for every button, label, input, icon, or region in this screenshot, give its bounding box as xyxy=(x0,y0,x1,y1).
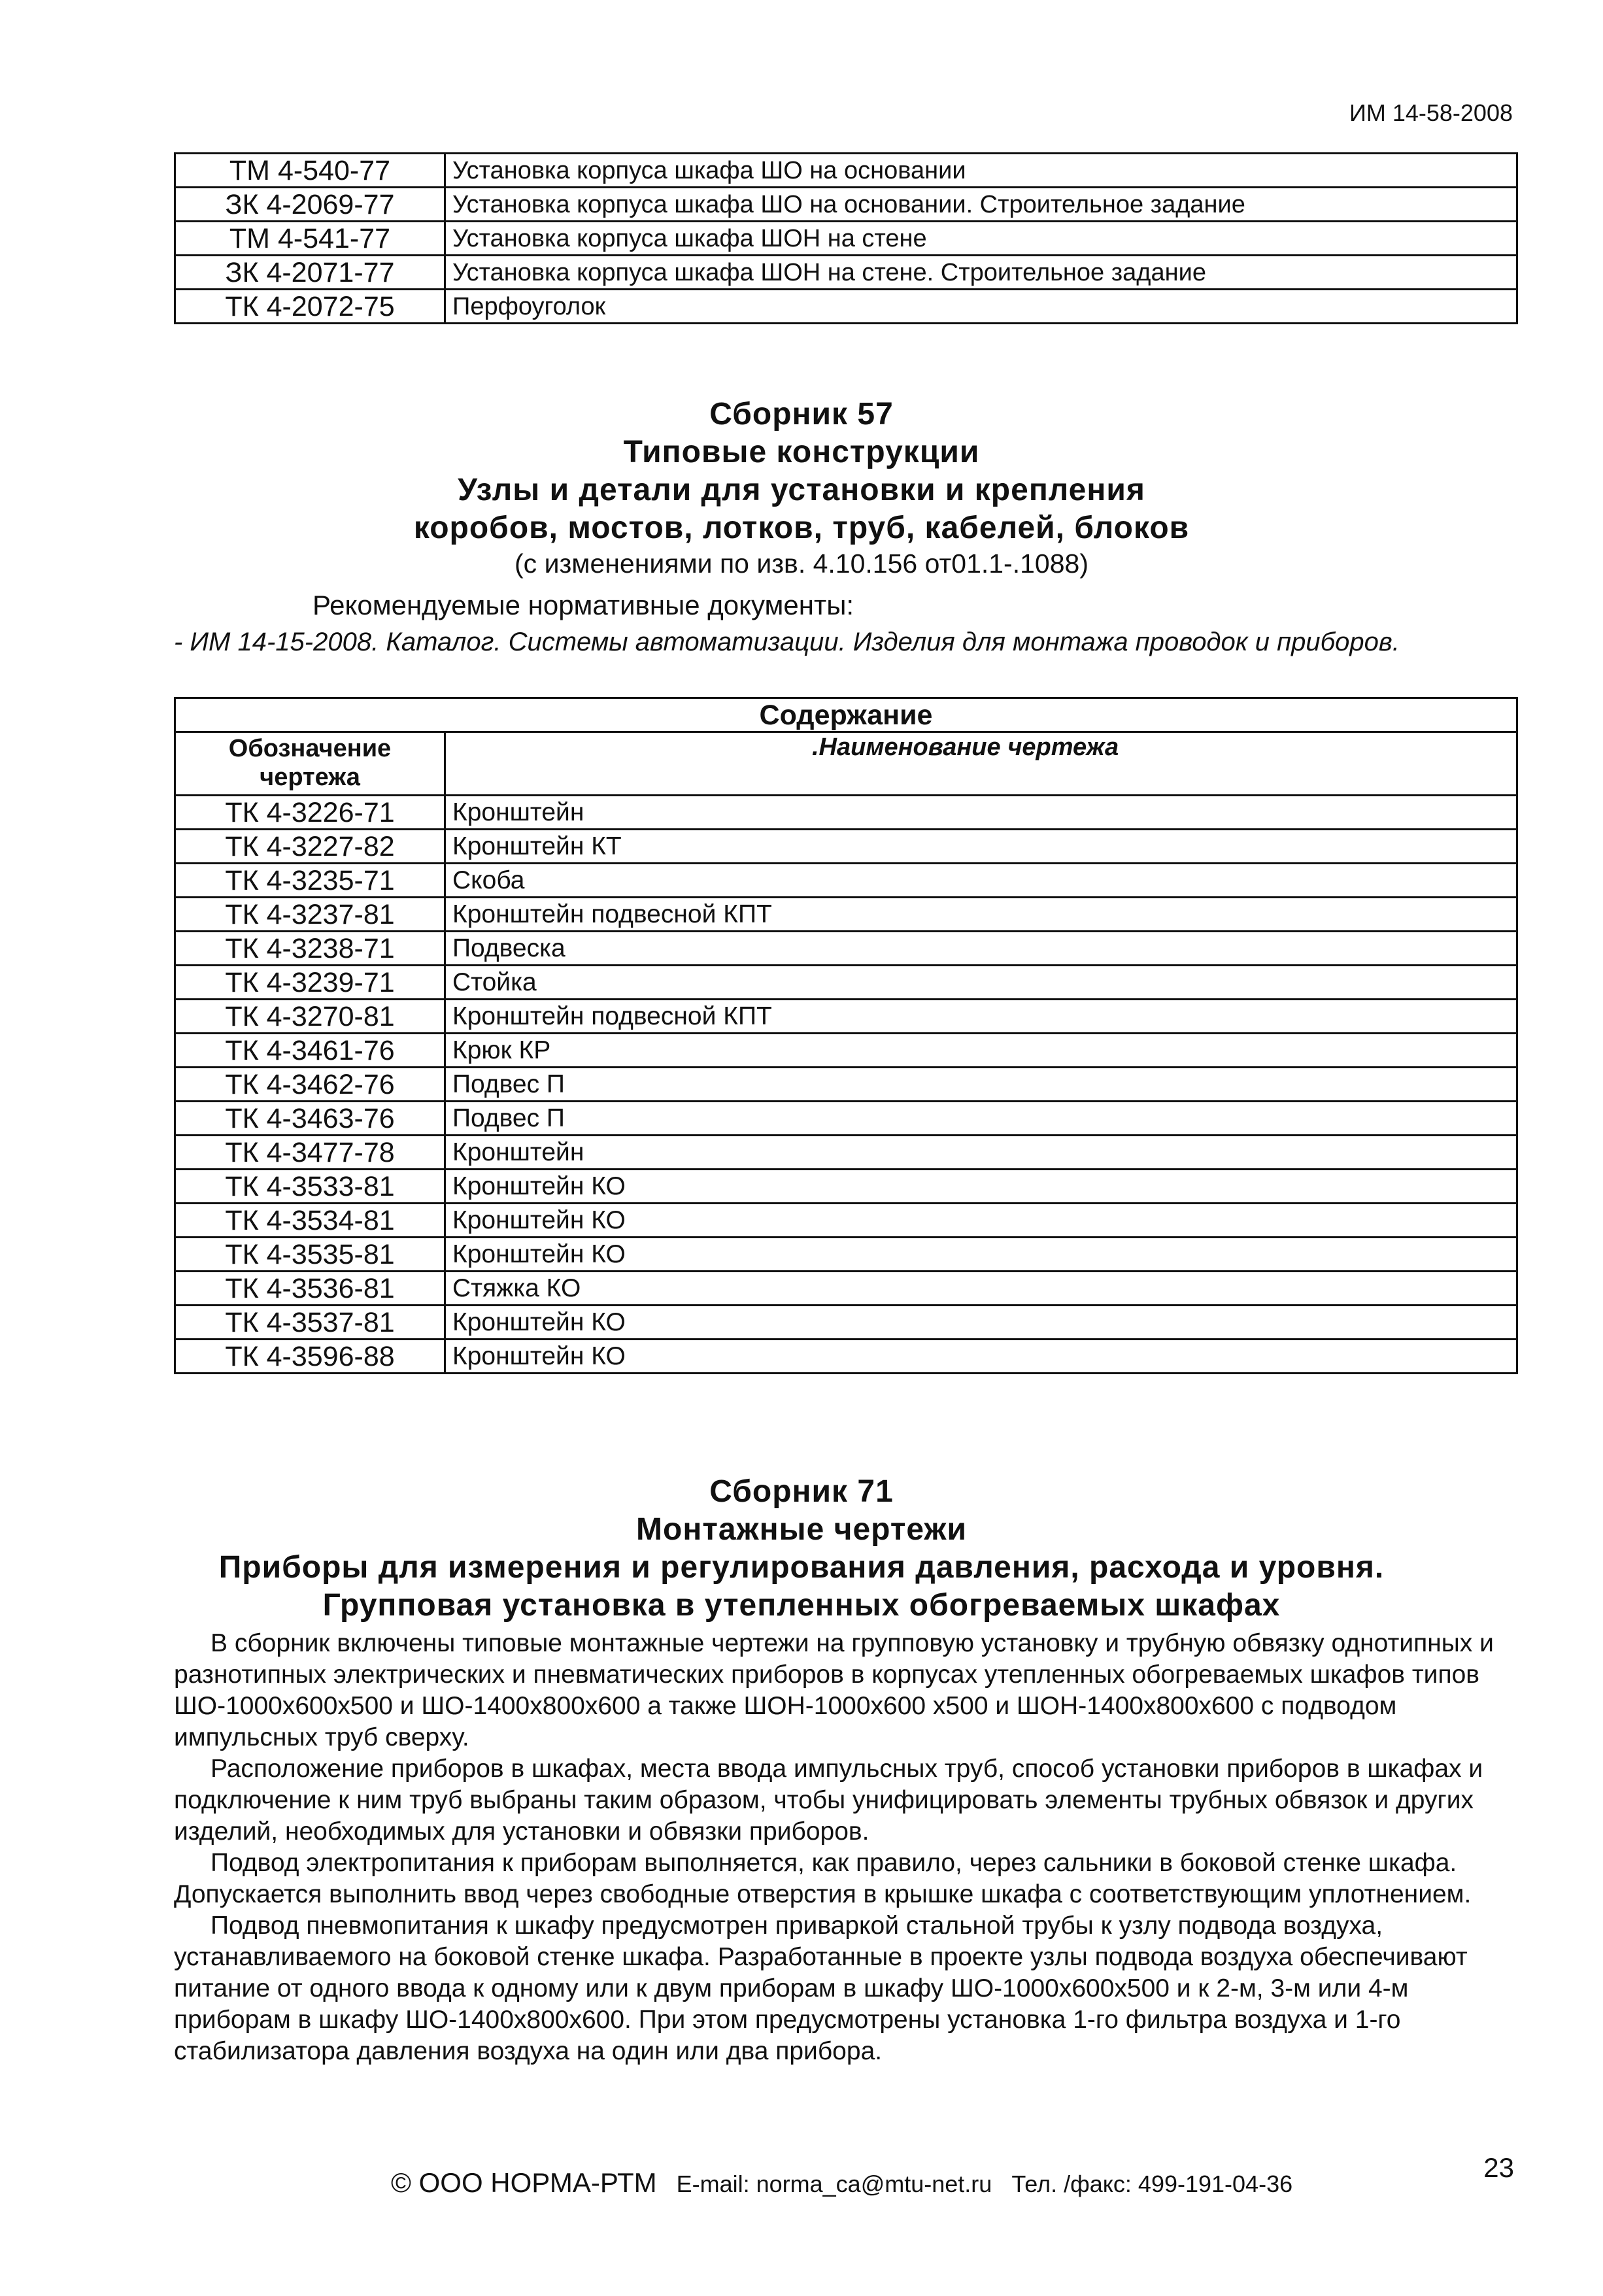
drawing-code: ТК 4-3239-71 xyxy=(175,966,445,1000)
page-number: 23 xyxy=(1483,2152,1514,2183)
contents-caption: Содержание xyxy=(175,698,1517,732)
drawing-code: ТК 4-3226-71 xyxy=(175,796,445,830)
drawing-code: ЗК 4-2069-77 xyxy=(175,188,445,222)
collection-71-heading-line: Приборы для измерения и регулирования давления, расхода и уровня. xyxy=(218,1550,1385,1585)
drawing-name: Перфоуголок xyxy=(445,290,1517,324)
collection-57-subtitle: Типовые конструкции xyxy=(623,435,980,469)
collection-57-title: Сборник 57 xyxy=(709,397,894,431)
table-header-row xyxy=(175,732,1517,796)
table-row xyxy=(175,1136,1517,1170)
table-row xyxy=(175,1170,1517,1204)
table-row xyxy=(175,188,1517,222)
table-row xyxy=(175,1000,1517,1034)
paragraph: Расположение приборов в шкафах, места ввода импульсных труб, способ установки приборов в шкафах и подключение к ним труб выбраны таким образом, чтобы унифицировать элементы трубных обвязок и других изделий, необходимых для установки и обвязки приборов. xyxy=(174,1755,1483,1846)
collection-71-body xyxy=(174,1628,1518,2067)
drawing-name: Подвес П xyxy=(445,1102,1517,1136)
paragraph: В сборник включены типовые монтажные чертежи на групповую установку и трубную обвязку однотипных и разнотипных электрических и пневматических приборов в корпусах утепленных обогреваемых шкафов типов ШО-1000х600х500 и ШО-1400х800х600 а также ШОН-1000х600 х500 и ШОН-1400х800х600 с подводом импульсных труб сверху. xyxy=(174,1629,1494,1751)
drawing-code: ТК 4-3537-81 xyxy=(175,1306,445,1340)
table-row xyxy=(175,966,1517,1000)
footer-email: E-mail: norma_ca@mtu-net.ru xyxy=(676,2170,992,2197)
table-row xyxy=(175,222,1517,256)
table-row xyxy=(175,1340,1517,1374)
drawing-code: ТК 4-3461-76 xyxy=(175,1034,445,1068)
column-header-code: Обозначение чертежа xyxy=(175,732,445,796)
paragraph: Подвод электропитания к приборам выполняется, как правило, через сальники в боковой стенке шкафа. Допускается выполнить ввод через свободные отверстия в крышке шкафа с соответствующим уплотнением. xyxy=(174,1849,1472,1908)
table-row xyxy=(175,1034,1517,1068)
table-row xyxy=(175,1272,1517,1306)
drawing-code: ТК 4-3237-81 xyxy=(175,898,445,932)
footer xyxy=(391,2167,1292,2199)
collection-71-subtitle: Монтажные чертежи xyxy=(636,1512,967,1547)
paragraph: Подвод пневмопитания к шкафу предусмотрен приваркой стальной трубы к узлу подвода воздуха, устанавливаемого на боковой стенке шкафа. Разработанные в проекте узлы подвода воздуха обеспечивают питание от одного ввода к одному или к двум приборам в шкафу ШО-1000х600х500 и к 2-м, 3-м или 4-м приборам в шкафу ШО-1400х800х600. При этом предусмотрены установка 1-го фильтра воздуха и 1-го стабилизатора давления воздуха на один или два прибора. xyxy=(174,1912,1468,2065)
drawing-name: Кронштейн КТ xyxy=(445,830,1517,864)
drawing-name: Кронштейн xyxy=(445,796,1517,830)
drawing-name: Кронштейн подвесной КПТ xyxy=(445,898,1517,932)
table-row xyxy=(175,154,1517,188)
drawing-name: Стяжка КО xyxy=(445,1272,1517,1306)
drawing-code: ТМ 4-541-77 xyxy=(175,222,445,256)
collection-71-heading-line: Групповая установка в утепленных обогреваемых шкафах xyxy=(322,1588,1281,1623)
table-row xyxy=(175,1102,1517,1136)
table-row xyxy=(175,932,1517,966)
table-row xyxy=(175,256,1517,290)
drawing-code: ТМ 4-540-77 xyxy=(175,154,445,188)
table-row xyxy=(175,1306,1517,1340)
drawing-code: ТК 4-3534-81 xyxy=(175,1204,445,1238)
drawing-code: ТК 4-2072-75 xyxy=(175,290,445,324)
drawing-code: ЗК 4-2071-77 xyxy=(175,256,445,290)
collection-57-changes: (с изменениями по изв. 4.10.156 от01.1-.1088) xyxy=(515,549,1088,579)
drawing-name: Кронштейн КО xyxy=(445,1204,1517,1238)
table-row xyxy=(175,898,1517,932)
footer-phone: Тел. /факс: 499-191-04-36 xyxy=(1011,2170,1293,2197)
document-number: ИМ 14-58-2008 xyxy=(1349,99,1513,126)
drawing-name: Кронштейн подвесной КПТ xyxy=(445,1000,1517,1034)
drawing-code: ТК 4-3535-81 xyxy=(175,1238,445,1272)
drawing-name: Установка корпуса шкафа ШО на основании xyxy=(445,154,1517,188)
drawing-code: ТК 4-3477-78 xyxy=(175,1136,445,1170)
drawing-name: Подвес П xyxy=(445,1068,1517,1102)
table-row xyxy=(175,290,1517,324)
drawing-name: Кронштейн КО xyxy=(445,1238,1517,1272)
drawing-name: Кронштейн КО xyxy=(445,1340,1517,1374)
drawing-code: ТК 4-3596-88 xyxy=(175,1340,445,1374)
drawing-name: Кронштейн xyxy=(445,1136,1517,1170)
drawing-code: ТК 4-3235-71 xyxy=(175,864,445,898)
drawing-name: Крюк КР xyxy=(445,1034,1517,1068)
drawing-name: Кронштейн КО xyxy=(445,1170,1517,1204)
table-caption-row xyxy=(175,698,1517,732)
drawing-code: ТК 4-3227-82 xyxy=(175,830,445,864)
drawing-name: Подвеска xyxy=(445,932,1517,966)
table-row xyxy=(175,796,1517,830)
top-drawings-table xyxy=(174,152,1518,324)
drawing-name: Кронштейн КО xyxy=(445,1306,1517,1340)
recommended-documents-label: Рекомендуемые нормативные документы: xyxy=(312,590,854,620)
drawing-name: Скоба xyxy=(445,864,1517,898)
table-row xyxy=(175,1204,1517,1238)
table-row xyxy=(175,864,1517,898)
drawing-name: Стойка xyxy=(445,966,1517,1000)
collection-71-title: Сборник 71 xyxy=(709,1474,894,1509)
table-row xyxy=(175,1068,1517,1102)
copyright: © ООО НОРМА-РТМ xyxy=(391,2167,657,2198)
collection-57-heading-line: Узлы и детали для установки и крепления xyxy=(458,473,1145,507)
drawing-code: ТК 4-3533-81 xyxy=(175,1170,445,1204)
drawing-name: Установка корпуса шкафа ШОН на стене xyxy=(445,222,1517,256)
column-header-name: .Наименование чертежа xyxy=(445,732,1517,796)
drawing-name: Установка корпуса шкафа ШОН на стене. Строительное задание xyxy=(445,256,1517,290)
drawing-name: Установка корпуса шкафа ШО на основании. Строительное задание xyxy=(445,188,1517,222)
drawing-code: ТК 4-3463-76 xyxy=(175,1102,445,1136)
contents-table xyxy=(174,697,1518,1374)
table-row xyxy=(175,830,1517,864)
drawing-code: ТК 4-3270-81 xyxy=(175,1000,445,1034)
drawing-code: ТК 4-3462-76 xyxy=(175,1068,445,1102)
drawing-code: ТК 4-3238-71 xyxy=(175,932,445,966)
drawing-code: ТК 4-3536-81 xyxy=(175,1272,445,1306)
collection-57-heading-line: коробов, мостов, лотков, труб, кабелей, блоков xyxy=(413,511,1190,545)
table-row xyxy=(175,1238,1517,1272)
recommended-document: - ИМ 14-15-2008. Каталог. Системы автоматизации. Изделия для монтажа проводок и приборов. xyxy=(174,628,1400,656)
